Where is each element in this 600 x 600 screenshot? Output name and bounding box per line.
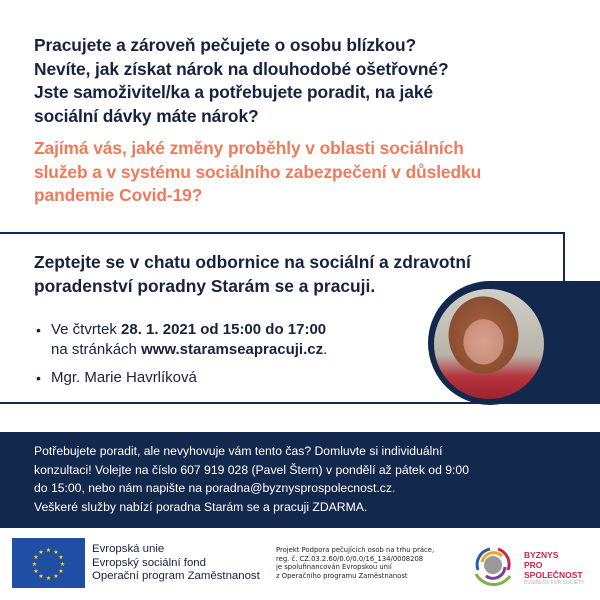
covid-line: Zajímá vás, jaké změny proběhly v oblasti sociálních: [34, 138, 464, 158]
question-line: Nevíte, jak získat nárok na dlouhodobé ošetřovné?: [34, 58, 449, 79]
intro-section: [34, 34, 574, 208]
event-datetime: 28. 1. 2021 od 15:00 do 17:00: [121, 321, 327, 338]
event-date-item: [36, 320, 327, 360]
covid-line: služeb a v systému sociálního zabezpečení v důsledku: [34, 161, 482, 182]
svg-text:★: ★: [59, 561, 66, 568]
eu-logo-text: [92, 543, 260, 584]
project-info: [276, 546, 434, 580]
bps-tagline: BUSINESS FOR SOCIETY: [524, 580, 585, 586]
expert-name-item: [36, 368, 327, 388]
svg-text:★: ★: [53, 573, 59, 580]
box-border-top: [0, 232, 565, 234]
svg-text:★: ★: [31, 561, 38, 568]
svg-text:★: ★: [38, 549, 44, 556]
svg-text:★: ★: [58, 568, 64, 575]
bps-logo-icon: [468, 540, 518, 590]
project-line: reg. č. CZ.03.2.60/0.0/0.0/16_134/0008208: [276, 554, 424, 563]
bps-line2: PRO SPOLEČNOST: [524, 560, 583, 580]
project-line: je spolufinancován Evropskou unií: [276, 563, 392, 571]
event-details: [36, 320, 327, 388]
project-line: Projekt Podpora pečujících osob na trhu práce,: [276, 546, 435, 554]
date-prefix: Ve čtvrtek: [51, 321, 122, 338]
contact-line: Potřebujete poradit, ale nevyhovuje vám tento čas? Domluvte si individuální: [34, 444, 443, 458]
bullet-icon: •: [36, 370, 41, 386]
project-line: z Operačního programu Zaměstnanost: [276, 571, 408, 580]
expert-photo: [434, 289, 544, 399]
eu-flag-icon: [12, 538, 85, 588]
question-line: Pracujete a zároveň pečujete o osobu blízkou?: [34, 35, 417, 55]
eu-line: Operační program Zaměstnanost: [92, 570, 260, 582]
eu-line: Evropský sociální fond: [92, 556, 206, 569]
covid-question: [34, 137, 574, 208]
covid-line: pandemie Covid-19?: [34, 185, 203, 205]
url-suffix: .: [323, 341, 328, 358]
contact-line: do 15:00, nebo nám napište na poradna@byznysprospolecnost.cz.: [34, 481, 396, 495]
chat-title: [34, 251, 534, 298]
contact-line: Veškeré služby nabízí poradna Starám se a pracuji ZDARMA.: [34, 499, 368, 514]
expert-name: Mgr. Marie Havrlíková: [51, 369, 197, 386]
svg-text:★: ★: [53, 549, 59, 556]
chat-title-line: poradenství poradny Starám se a pracuji.: [34, 275, 376, 296]
question-line: Jste samoživitel/ka a potřebujete poradit, na jaké: [34, 82, 433, 102]
bullet-icon: •: [36, 322, 41, 338]
box-border-right: [563, 232, 565, 282]
contact-text: [34, 442, 584, 516]
svg-text:★: ★: [33, 554, 39, 561]
chat-title-line: Zeptejte se v chatu odbornice na sociální a zdravotní: [34, 252, 471, 272]
bps-line1: BYZNYS: [524, 550, 559, 560]
question-line: sociální dávky máte nárok?: [34, 105, 259, 126]
svg-text:★: ★: [58, 554, 64, 561]
svg-text:★: ★: [45, 547, 52, 554]
svg-text:★: ★: [33, 568, 39, 575]
url-prefix: na stránkách: [51, 341, 142, 358]
website-link[interactable]: www.staramseapracuji.cz: [141, 341, 324, 358]
svg-text:★: ★: [45, 575, 52, 582]
svg-text:★: ★: [38, 573, 44, 580]
eu-line: Evropská unie: [92, 543, 165, 555]
bps-logo-text: [524, 550, 600, 587]
contact-line: konzultaci! Volejte na číslo 607 919 028 (Pavel Štern) v pondělí až pátek od 9:00: [34, 462, 469, 477]
